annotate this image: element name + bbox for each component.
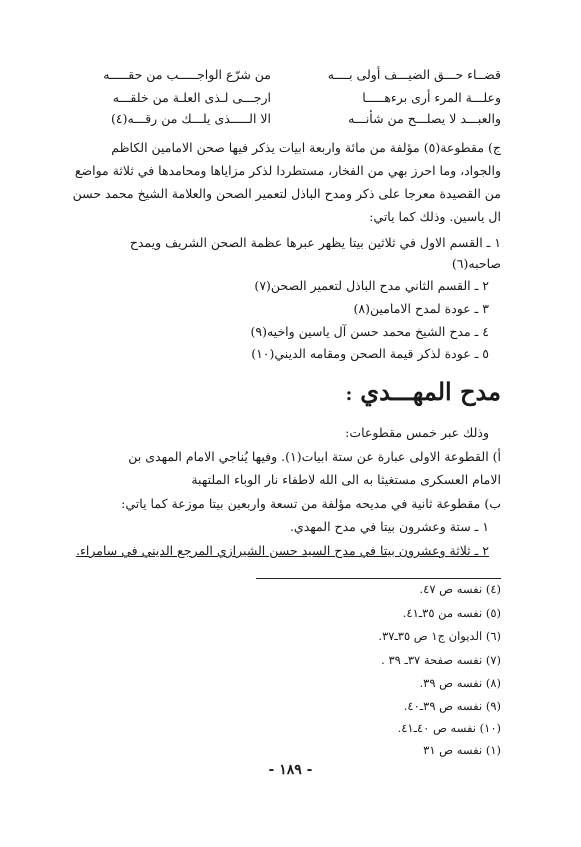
verse-2-left: ارجـــى لـذى العلـة من خلقـــه (112, 90, 271, 105)
mahdi-line-2: أ) القطوعة الاولى عبارة عن ستة ابيات(١). وفيها يُناجي الامام المهدى بن (128, 449, 501, 464)
section-c-line-3: من القصيدة معرجا على ذكر ومدح الباذل لتعمير الصحن والعلامة الشيخ محمد حسن (72, 186, 501, 201)
footnote-divider (256, 578, 501, 579)
section-c-item-1: ١ ـ القسم الاول في ثلاثين بيتا يظهر عبرها عظمة الصحن الشريف ويمدح (129, 235, 501, 250)
section-heading (346, 377, 501, 410)
heading-title: مدح المهـــدي (360, 377, 501, 406)
page-number: - ١٨٩ - (268, 762, 313, 778)
footnote-9: (٩) نفسه ص ٣٩ـ٤٠. (403, 699, 501, 713)
verse-2-right: وعلـــة المرء أرى برءهـــــا (362, 90, 501, 105)
section-c-item-1-cont: صاحبه(٦) (451, 256, 501, 271)
mahdi-line-3: الامام العسكرى مستغيثا به الى الله لاطفاء نار الوباء الملتهبة (191, 472, 501, 487)
section-c-line-4: ال ياسين. وذلك كما ياتي: (369, 209, 501, 224)
footnote-1: (١) نفسه ص ٣١ (423, 743, 501, 757)
mahdi-line-1: وذلك عبر خمس مقطوعات: (345, 425, 489, 440)
mahdi-line-4: ب) مقطوعة ثانية في مديحه مؤلفة من تسعة واربعين بيتا موزعة كما ياتي: (121, 496, 501, 511)
verse-1-right: قضــاء حـــق الضيـــف أولى بــــه (327, 67, 501, 82)
footnote-7: (٧) نفسه صفحة ٣٧ـ ٣٩ . (381, 653, 501, 667)
footnote-5: (٥) نفسه من ٣٥ـ٤١. (402, 606, 501, 620)
section-c-item-4: ٤ ـ مدح الشيخ محمد حسن آل ياسين واخيه(٩) (250, 324, 489, 339)
footnote-6: (٦) الديوان ج١ ص ٣٥ـ٣٧. (378, 629, 501, 643)
footnote-4: (٤) نفسه ص ٤٧. (419, 582, 501, 596)
section-c-item-2: ٢ ـ القسم الثاني مدح الباذل لتعمير الصحن(٧) (254, 278, 489, 293)
verse-3-left: الا الـــــذى يلـــك من رقـــه(٤) (111, 111, 271, 126)
verse-3-right: والعبـــد لا يصلـــح من شأنـــه (348, 111, 501, 126)
footnote-10: (١٠) نفسه ص ٤٠ـ٤١. (397, 721, 501, 735)
mahdi-line-5: ١ ـ ستة وعشرون بيتا في مدح المهدي. (289, 519, 489, 534)
footnote-8: (٨) نفسه ص ٣٩. (419, 676, 501, 690)
heading-trail: : (345, 384, 353, 405)
section-c-item-5: ٥ ـ عودة لذكر قيمة الصحن ومقامه الديني(١٠) (251, 346, 489, 361)
verse-1-left: من شرّع الواجـــــب من حقـــــه (103, 67, 271, 82)
section-c-item-3: ٣ ـ عودة لمدح الامامين(٨) (353, 301, 489, 316)
mahdi-line-6-text: ٢ ـ ثلاثة وعشرون بيتا في مدح السيد حسن الشيرازي المرجع الديني في سامراء. (76, 543, 489, 558)
mahdi-line-6 (76, 543, 489, 558)
section-c-line-1: ج) مقطوعة(٥) مؤلفة من مائة واربعة ابيات يذكر فيها صحن الامامين الكاظم (111, 140, 501, 155)
section-c-line-2: والجواد، وما احرز بهي من الفخار، مستطردا لذكر مزاياها ومحامدها في ثلاثة مواضع (74, 163, 501, 178)
